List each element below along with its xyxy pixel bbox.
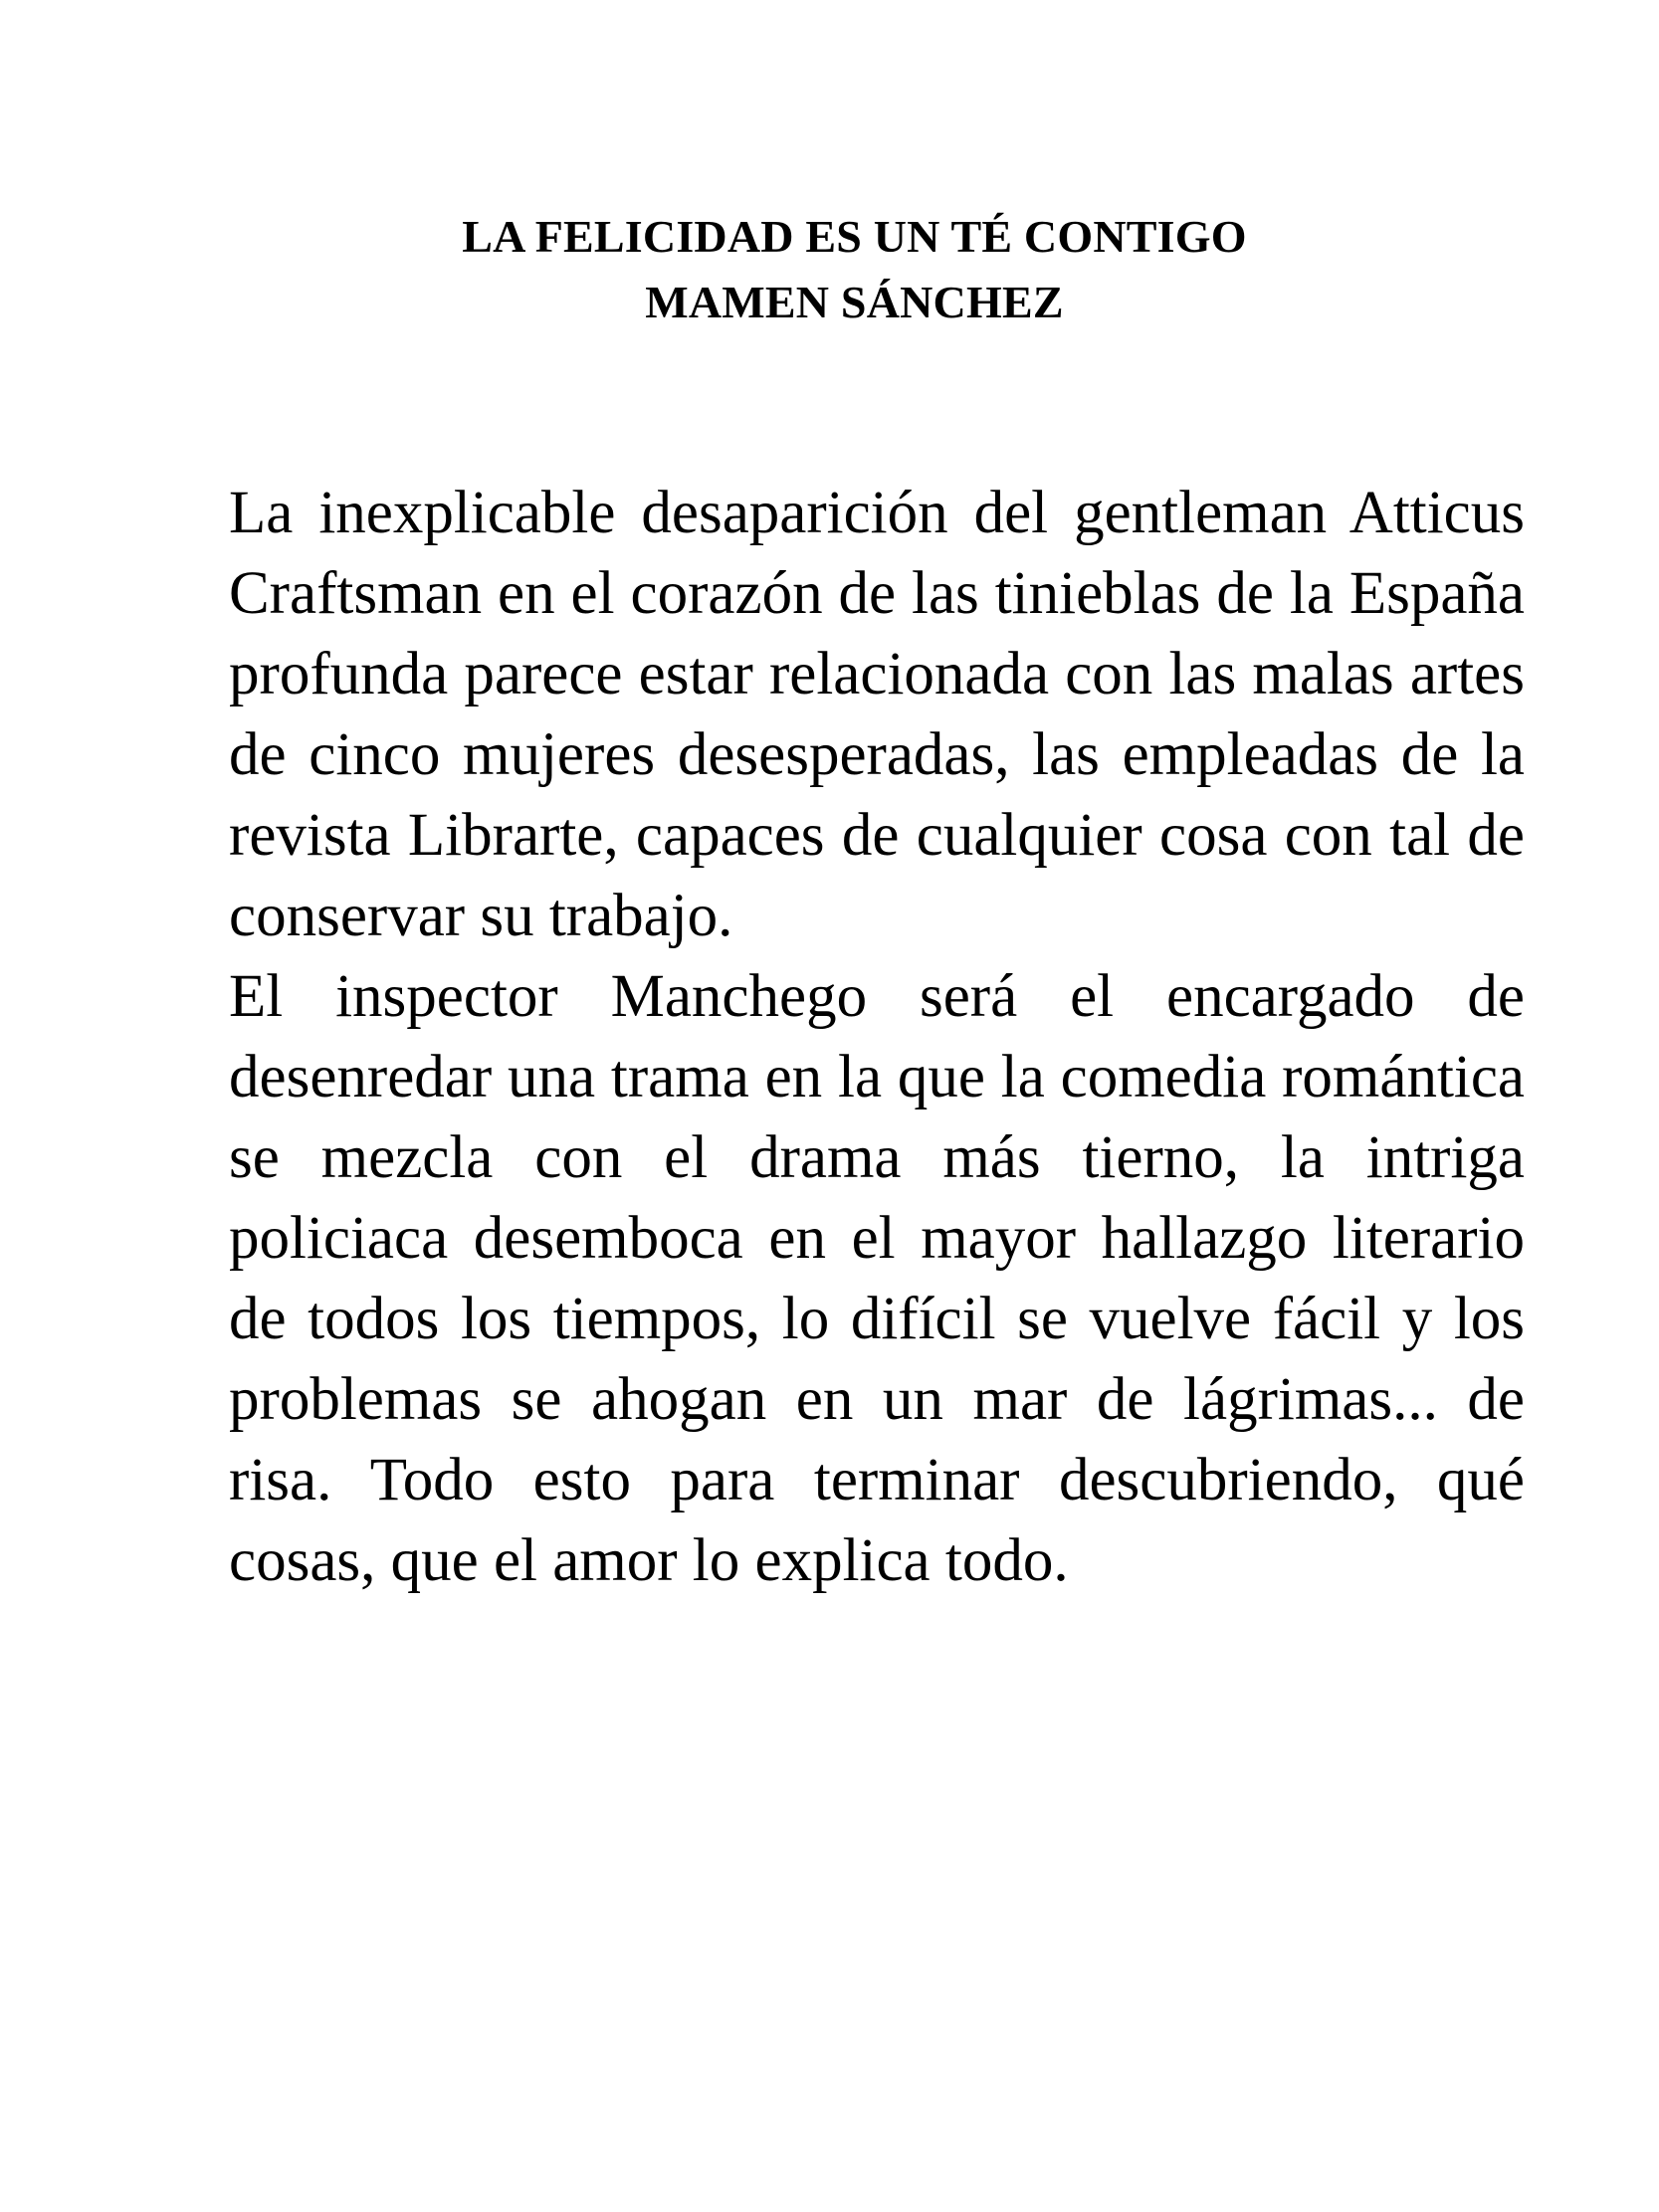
synopsis-paragraph-1: La inexplicable desaparición del gentleman Atticus Craftsman en el corazón de las tinieblas de la España profunda parece estar relacionada con las malas artes de cinco mujeres desesperadas, las empleadas de la revista Librarte, capaces de cualquier cosa con tal de conservar su trabajo. [229, 480, 1525, 949]
book-author: MAMEN SÁNCHEZ [645, 277, 1064, 327]
synopsis [229, 473, 1525, 1601]
synopsis-paragraph-2: El inspector Manchego será el encargado de desenredar una trama en la que la comedia romántica se mezcla con el drama más tierno, la intriga policiaca desemboca en el mayor hallazgo literario de todos los tiempos, lo difícil se vuelve fácil y los problemas se ahogan en un mar de lágrimas... de risa. Todo esto para terminar descubriendo, qué cosas, que el amor lo explica todo. [229, 963, 1525, 1594]
book-header [0, 204, 1659, 335]
book-title: LA FELICIDAD ES UN TÉ CONTIGO [462, 211, 1247, 262]
